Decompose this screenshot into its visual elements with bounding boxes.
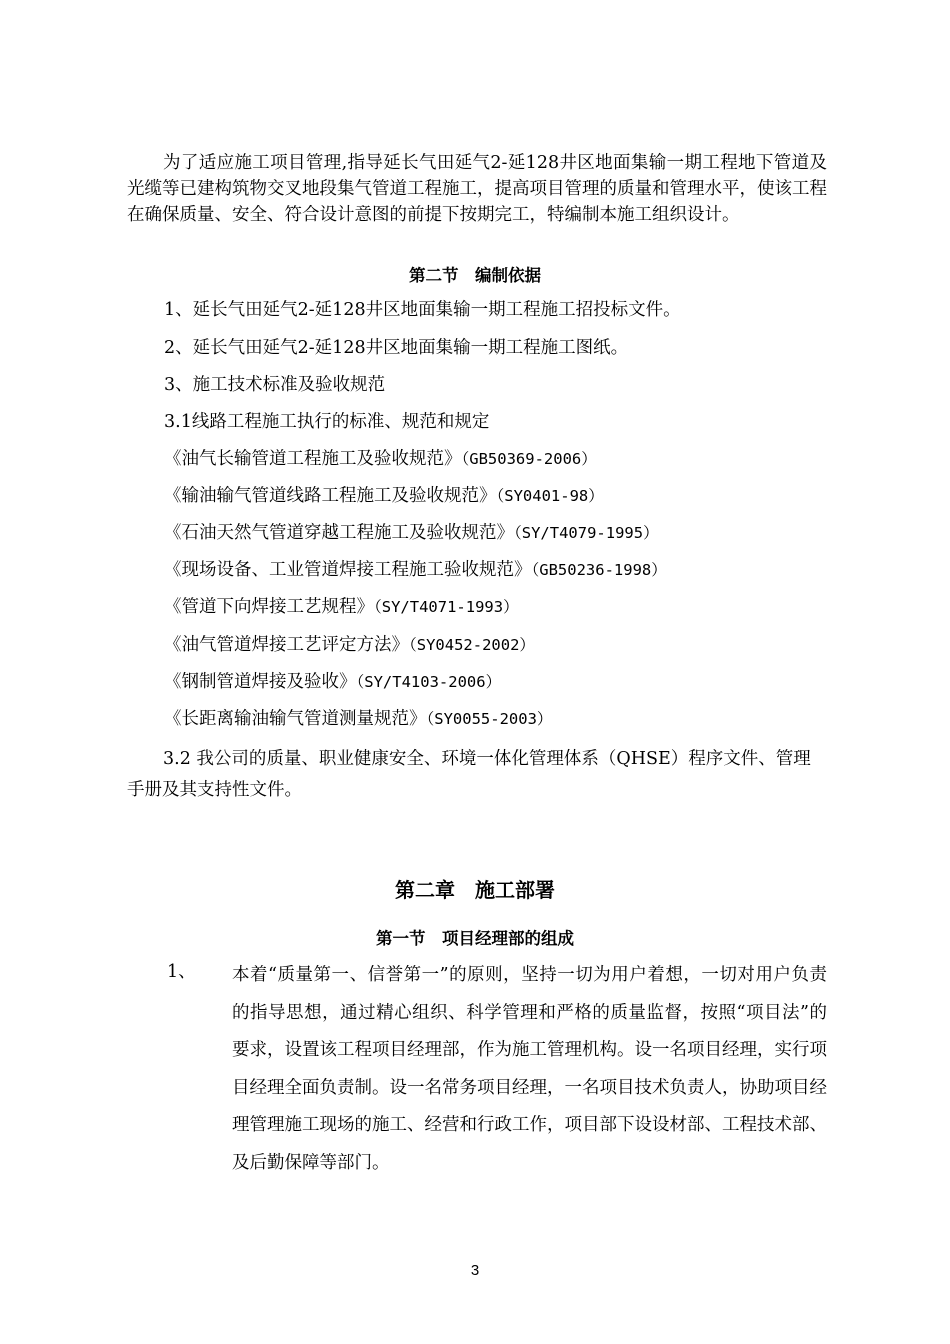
standard-title: 《油气长输管道工程施工及验收规范》 — [164, 449, 462, 469]
standard-item — [164, 706, 552, 732]
basis-item-3: 3、施工技术标准及验收规范 — [164, 375, 386, 395]
basis-item-2: 2、延长气田延气2-延128井区地面集输一期工程施工图纸。 — [164, 338, 629, 358]
standard-title: 《输油输气管道线路工程施工及验收规范》 — [164, 486, 497, 506]
standard-item — [164, 446, 597, 472]
chapter-heading: 第二章 施工部署 — [395, 878, 555, 902]
section-heading-compile-basis: 第二节 编制依据 — [409, 266, 541, 285]
list-item-text: 本着“质量第一、信誉第一”的原则，坚持一切为用户着想，一切对用户负责的指导思想，通过精心组织、科学管理和严格的质量监督，按照“项目法”的要求，设置该工程项目经理部，作为施工管理机构。设一名项目经理，实行项目经理全面负责制。设一名常务项目经理，一名项目技术负责人，协助项目经理管理施工现场的施工、经营和行政工作，项目部下设设材部、工程技术部、及后勤保障等部门。 — [232, 965, 827, 1173]
standard-item — [164, 483, 604, 509]
list-item-body — [232, 957, 827, 1182]
standard-code: （GB50369-2006） — [461, 450, 597, 468]
standard-code: （SY0401-98） — [496, 487, 604, 505]
standard-title: 《管道下向焊接工艺规程》 — [164, 597, 374, 617]
standard-title: 《现场设备、工业管道焊接工程施工验收规范》 — [164, 560, 532, 580]
standard-code: （SY0452-2002） — [409, 636, 535, 654]
standard-code: （SY/T4079-1995） — [514, 524, 659, 542]
page-number: 3 — [470, 1262, 480, 1279]
standard-item — [164, 632, 535, 658]
section-heading-project-team: 第一节 项目经理部的组成 — [376, 929, 574, 948]
intro-paragraph-block — [127, 150, 827, 228]
list-item-number: 1、 — [167, 962, 196, 982]
standard-title: 《钢制管道焊接及验收》 — [164, 672, 357, 692]
standard-code: （SY/T4103-2006） — [356, 673, 502, 691]
standard-item — [164, 594, 519, 620]
intro-paragraph: 为了适应施工项目管理,指导延长气田延气2-延128井区地面集输一期工程地下管道及光缆等已建构筑物交叉地段集气管道工程施工，提高项目管理的质量和管理水平，使该工程在确保质量、安全、符合设计意图的前提下按期完工，特编制本施工组织设计。 — [127, 153, 827, 225]
standard-title: 《长距离输油输气管道测量规范》 — [164, 709, 427, 729]
qhse-paragraph: 3.2 我公司的质量、职业健康安全、环境一体化管理体系（QHSE）程序文件、管理手册及其支持性文件。 — [127, 749, 811, 800]
standard-item — [164, 557, 667, 583]
standard-title: 《油气管道焊接工艺评定方法》 — [164, 635, 409, 655]
standard-title: 《石油天然气管道穿越工程施工及验收规范》 — [164, 523, 514, 543]
basis-item-3-1: 3.1线路工程施工执行的标准、规范和规定 — [164, 412, 490, 432]
standard-code: （SY/T4071-1993） — [374, 598, 519, 616]
standard-item — [164, 669, 501, 695]
qhse-paragraph-block — [127, 744, 827, 806]
standard-code: （GB50236-1998） — [531, 561, 667, 579]
standard-item — [164, 520, 659, 546]
standard-code: （SY0055-2003） — [426, 710, 553, 728]
basis-item-1: 1、延长气田延气2-延128井区地面集输一期工程施工招投标文件。 — [164, 300, 681, 320]
